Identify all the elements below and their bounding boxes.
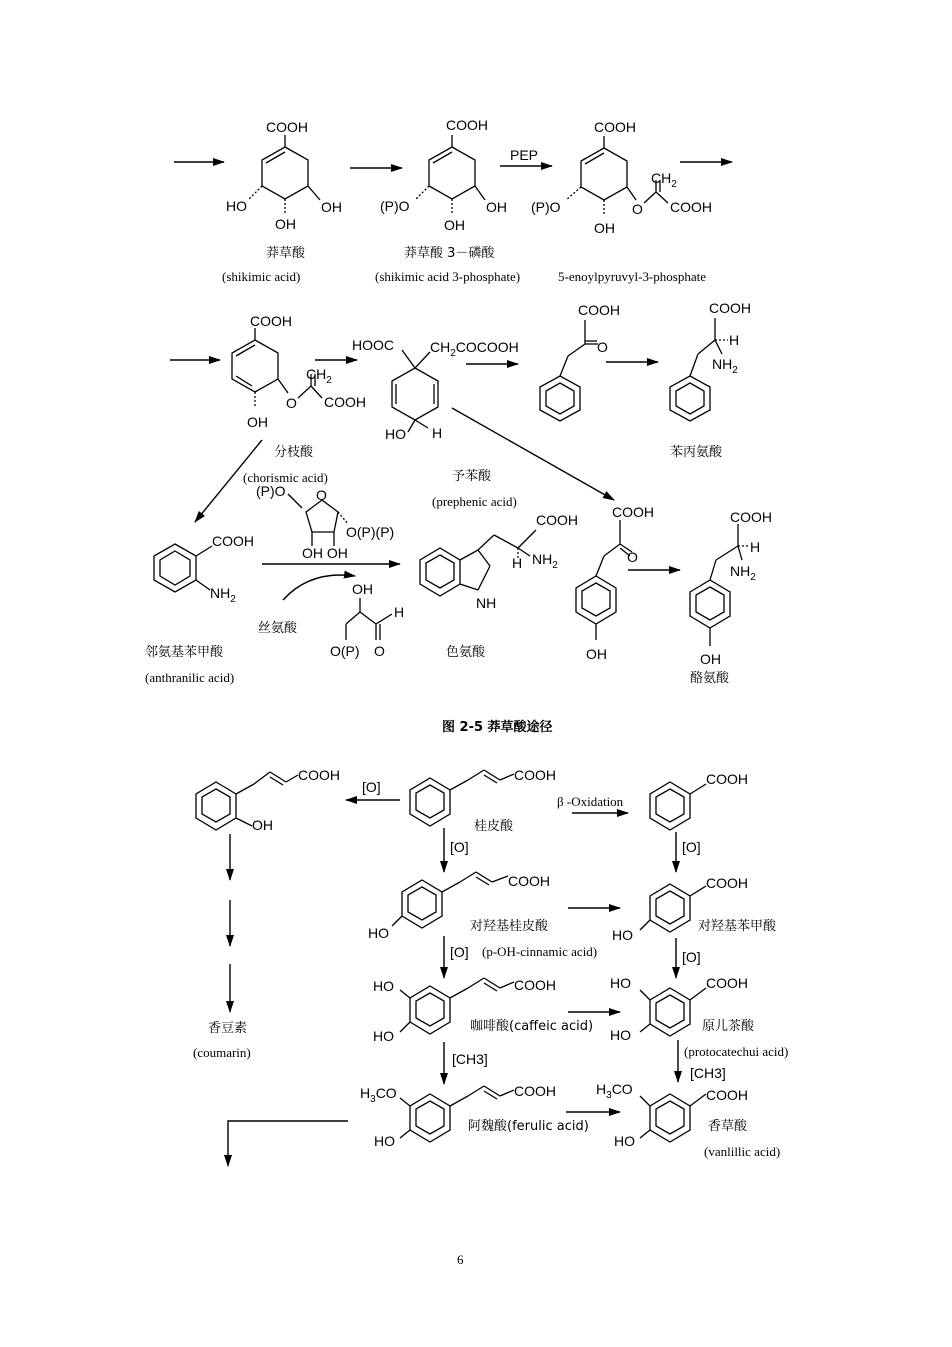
name-ferulic: 阿魏酸(ferulic acid): [468, 1119, 589, 1134]
structure-glyceraldehyde-phosphate: [330, 581, 404, 659]
name-anthranilic-en: (anthranilic acid): [145, 670, 235, 685]
structure-prpp: [256, 483, 394, 561]
group-nh2: $NH_2$: [730, 563, 756, 583]
name-vanillic-cn: 香草酸: [708, 1119, 748, 1134]
group-o: O: [632, 201, 643, 217]
group-ho: HO: [226, 198, 247, 214]
group-cooh: COOH: [594, 119, 636, 135]
structure-shikimic-acid: [226, 119, 342, 232]
group-ho: HO: [373, 978, 394, 994]
reaction-arrow: [452, 408, 614, 500]
group-cooh: COOH: [612, 504, 654, 520]
name-pohbenz-cn: 对羟基苯甲酸: [698, 919, 777, 934]
group-cooh: COOH: [670, 199, 712, 215]
group-h: H: [750, 539, 761, 555]
name-chorismic-cn: 分枝酸: [274, 445, 314, 460]
group-ch2: $CH_2$: [306, 366, 332, 386]
reagent-ox: [O]: [450, 944, 469, 960]
group-cooh: COOH: [706, 975, 748, 991]
group-cooh: COOH: [706, 1087, 748, 1103]
group-oh: OH: [444, 217, 465, 233]
group-oh: OH: [252, 817, 273, 833]
group-o: O: [374, 643, 385, 659]
reagent-ox: [O]: [682, 839, 701, 855]
group-cooh: COOH: [298, 767, 340, 783]
structure-tryptophan: [420, 512, 578, 611]
group-oh: OH: [247, 414, 268, 430]
name-proto-en: (protocatechui acid): [684, 1044, 789, 1059]
reagent-ox: [O]: [682, 949, 701, 965]
group-cooh: COOH: [536, 512, 578, 528]
name-pohcin-cn: 对羟基桂皮酸: [470, 919, 549, 934]
name-chorismic-en: (chorismic acid): [243, 470, 328, 485]
group-cooh: COOH: [706, 771, 748, 787]
name-cinnamic-cn: 桂皮酸: [474, 819, 514, 834]
group-ho: HO: [610, 1027, 631, 1043]
reaction-arrow: [228, 1121, 348, 1166]
group-cooh: COOH: [324, 394, 366, 410]
group-o: O: [286, 395, 297, 411]
reagent-ox: [O]: [362, 779, 381, 795]
reagent-pep: PEP: [510, 147, 539, 163]
group-cooh: COOH: [578, 302, 620, 318]
structure-anthranilic-acid: [154, 533, 254, 605]
reagent-ch3: [CH3]: [690, 1065, 726, 1081]
group-cooh: COOH: [730, 509, 772, 525]
group-op-p: O(P)(P): [346, 524, 395, 540]
name-shikimic-en: (shikimic acid): [222, 269, 301, 284]
group-nh2: $NH_2$: [532, 551, 558, 571]
group-ch2cocooh: $CH_2COCOOH$: [430, 339, 519, 359]
group-ho: HO: [368, 925, 389, 941]
group-cooh: COOH: [250, 313, 292, 329]
name-shikimic-cn: 莽草酸: [266, 246, 306, 261]
group-hooc: HOOC: [352, 337, 394, 353]
structure-vanillic-acid: [596, 1081, 748, 1149]
group-nh2: $NH_2$: [712, 356, 738, 376]
name-serine-cn: 丝氨酸: [258, 621, 298, 636]
structure-prephenic-acid: [352, 337, 519, 442]
group-cooh: COOH: [514, 1083, 556, 1099]
group-cooh: COOH: [709, 300, 751, 316]
structure-o-hydroxycinnamic-acid: [196, 767, 340, 833]
name-tyr-cn: 酪氨酸: [690, 671, 730, 686]
structure-cinnamic-acid: [410, 767, 556, 826]
group-o-p: O(P): [330, 643, 360, 659]
name-prephenic-cn: 予苯酸: [452, 469, 492, 484]
reagent-ox: [O]: [450, 839, 469, 855]
name-coumarin-cn: 香豆素: [208, 1021, 248, 1036]
reagent-ch3: [CH3]: [452, 1051, 488, 1067]
name-epsp-en: 5-enoylpyruvyl-3-phosphate: [558, 269, 707, 284]
group-phospho: (P)O: [256, 483, 286, 499]
structure-ferulic-acid: [360, 1083, 556, 1149]
name-prephenic-en: (prephenic acid): [432, 494, 517, 509]
group-h: H: [729, 332, 740, 348]
group-oh: OH: [352, 581, 373, 597]
group-cooh: COOH: [212, 533, 254, 549]
group-h3co: $H_3CO$: [596, 1081, 633, 1101]
group-nh2: $NH_2$: [210, 585, 236, 605]
group-o: O: [627, 549, 638, 565]
reaction-arrow-serine: [283, 575, 355, 600]
group-cooh: COOH: [514, 977, 556, 993]
name-proto-cn: 原儿茶酸: [702, 1019, 755, 1034]
structure-tyrosine: [690, 509, 772, 667]
name-caffeic: 咖啡酸(caffeic acid): [470, 1019, 594, 1034]
name-s3p-en: (shikimic acid 3-phosphate): [375, 269, 521, 284]
phenylpropanoid-figure: [193, 767, 788, 1166]
group-h: H: [432, 425, 443, 441]
structure-chorismic-acid: [232, 313, 366, 430]
name-s3p-cn: 莽草酸 3－磷酸: [404, 246, 495, 261]
shikimate-pathway-figure: [145, 117, 772, 735]
name-anthranilic-cn: 邻氨基苯甲酸: [145, 645, 224, 660]
group-cooh: COOH: [514, 767, 556, 783]
figure-caption: 图 2-5 莽草酸途径: [442, 720, 553, 735]
group-ho: HO: [614, 1133, 635, 1149]
structure-phenylalanine: [670, 300, 751, 421]
group-ho: HO: [374, 1133, 395, 1149]
name-phe-cn: 苯丙氨酸: [670, 445, 723, 460]
group-phospho: (P)O: [531, 199, 561, 215]
group-ho: HO: [385, 426, 406, 442]
group-cooh: COOH: [266, 119, 308, 135]
group-h: H: [394, 604, 405, 620]
group-oh: OH: [594, 220, 615, 236]
group-o: O: [597, 339, 608, 355]
group-h: H: [512, 555, 523, 571]
group-ho: HO: [373, 1028, 394, 1044]
group-cooh: COOH: [706, 875, 748, 891]
name-coumarin-en: (coumarin): [193, 1045, 251, 1060]
reagent-beta-oxidation: β -Oxidation: [557, 794, 624, 809]
name-pohcin-en: (p-OH-cinnamic acid): [482, 944, 598, 959]
group-oh: OH: [486, 199, 507, 215]
structure-shikimic-3-phosphate: [380, 117, 507, 233]
group-oh: OH: [700, 651, 721, 667]
group-ho: HO: [612, 927, 633, 943]
group-oh: OH: [275, 216, 296, 232]
structure-benzoic-acid: [650, 771, 748, 830]
group-oh-oh: OH OH: [302, 545, 348, 561]
group-phospho: (P)O: [380, 198, 410, 214]
structure-hydroxyphenylpyruvic-acid: [576, 504, 654, 662]
name-vanillic-en: (vanlillic acid): [704, 1144, 781, 1159]
group-nh: NH: [476, 595, 497, 611]
group-cooh: COOH: [446, 117, 488, 133]
page-number: 6: [457, 1252, 464, 1267]
group-h3co: $H_3CO$: [360, 1085, 397, 1105]
group-ho: HO: [610, 975, 631, 991]
group-ch2: $CH_2$: [651, 170, 677, 190]
group-cooh: COOH: [508, 873, 550, 889]
group-o: O: [316, 487, 327, 503]
structure-epsp: [531, 119, 712, 236]
group-oh: OH: [586, 646, 607, 662]
group-oh: OH: [321, 199, 342, 215]
name-trp-cn: 色氨酸: [446, 645, 486, 660]
